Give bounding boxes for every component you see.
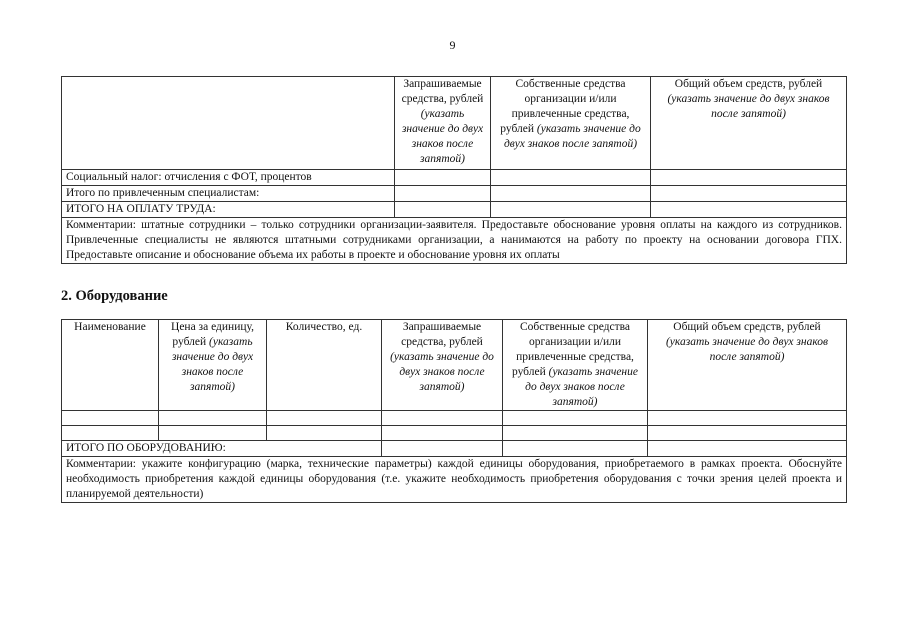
table-header-row — [62, 77, 847, 170]
equipment-table — [61, 319, 847, 503]
header-cell: Наименование — [62, 320, 159, 411]
table-row — [62, 411, 847, 426]
header-cell: Запрашиваемые средства, рублей (указать значение до двух знаков после запятой) — [382, 320, 503, 411]
header-cell: Общий объем средств, рублей (указать значение до двух знаков после запятой) — [648, 320, 847, 411]
comment-text: Комментарии: штатные сотрудники – только сотрудники организации-заявителя. Предоставьте обоснование уровня оплаты на каждого из сотрудников. Привлеченные специалисты не являются штатными сотрудниками организации, а нанимаются на работу по проекту на основании договора ГПХ. Предоставьте описание и обоснование объема их работы в проекте и обоснование уровня их оплаты — [62, 218, 847, 264]
header-cell: Запрашиваемые средства, рублей (указать значение до двух знаков после запятой) — [395, 77, 491, 170]
header-cell: Собственные средства организации и/или привлеченные средства, рублей (указать значение до двух знаков после запятой) — [491, 77, 651, 170]
header-cell: Цена за единицу, рублей (указать значение до двух знаков после запятой) — [159, 320, 267, 411]
section-title: 2. Оборудование — [61, 288, 168, 304]
comment-row — [62, 218, 847, 264]
comment-text: Комментарии: укажите конфигурацию (марка, технические параметры) каждой единицы оборудования, приобретаемого в рамках проекта. Обоснуйте необходимость приобретения каждой единицы оборудования (т.е. укажите необходимость приобретения оборудования с точки зрения целей проекта и планируемой деятельности) — [62, 457, 847, 503]
labor-cost-table — [61, 76, 847, 264]
table-row: Итого по привлеченным специалистам: — [62, 186, 847, 202]
table-header-row — [62, 320, 847, 411]
table-row: ИТОГО НА ОПЛАТУ ТРУДА: — [62, 202, 847, 218]
comment-row — [62, 457, 847, 503]
total-label: ИТОГО ПО ОБОРУДОВАНИЮ: — [62, 441, 382, 457]
total-row — [62, 441, 847, 457]
header-cell: Собственные средства организации и/или привлеченные средства, рублей (указать значение до двух знаков после запятой) — [503, 320, 648, 411]
table-row: Социальный налог: отчисления с ФОТ, процентов — [62, 170, 847, 186]
page-number: 9 — [449, 38, 456, 52]
header-cell: Количество, ед. — [267, 320, 382, 411]
header-cell: Общий объем средств, рублей (указать значение до двух знаков после запятой) — [651, 77, 847, 170]
table-row — [62, 426, 847, 441]
